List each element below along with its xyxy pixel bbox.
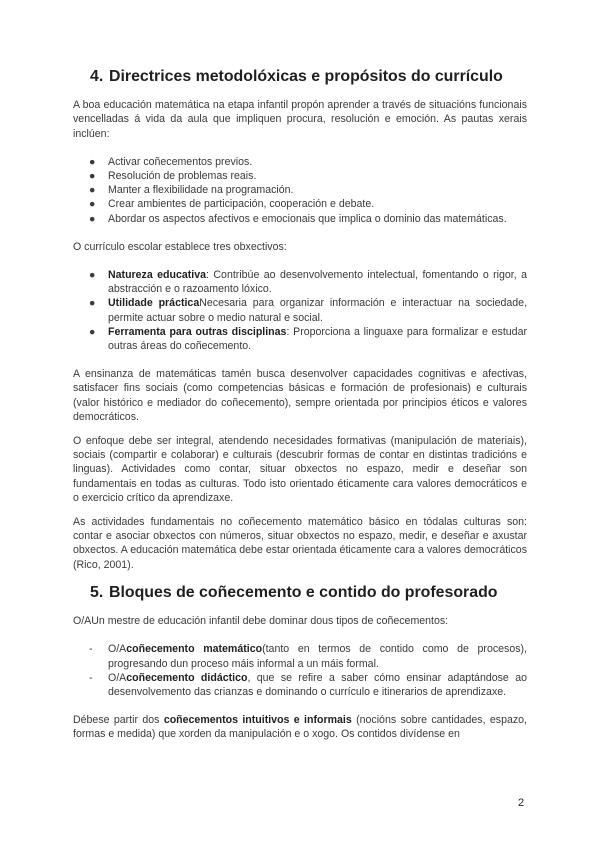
closing-paragraph: Débese partir dos coñecementos intuitivos e informais (nocións sobre cantidades, espazo, formas e medida) que xorden da manipulación e o xogo. Os contidos divídense en [73,714,528,741]
bullet-icon: ● [89,269,96,282]
guidelines-list [73,155,527,226]
list-item: ● Natureza educativa: Contribúe ao desenvolvemento intelectual, fomentando o rigor, a abstracción e o razoamento lóxico. [89,269,528,296]
bullet-icon: ● [89,170,96,183]
list-item: ● Activar coñecementos previos. [89,155,253,168]
list-item: - O/Acoñecemento didáctico, que se refire a saber cómo ensinar adaptándose ao desenvolvemento das crianzas e dominando o currículo e itinerarios de aprendizaxe. [89,671,527,698]
paragraph: A ensinanza de matemáticas tamén busca desenvolver capacidades cognitivas e afectivas, satisfacer fins sociais (como competencias básicas e formación de profesionais) e culturais (valor histórico e mediador do coñecemento), sempre orientada por principios éticos e valores democráticos. [73,368,527,423]
section-4-heading [73,70,527,84]
bold-term: coñecementos intuitivos e informais [163,714,352,727]
list-item: ● Resolución de problemas reais. [89,170,257,183]
bullet-icon: ● [89,155,96,168]
paragraph: O enfoque debe ser integral, atendendo necesidades formativas (manipulación de materiais), sociais (compartir e colaborar) e culturais (descubrir formas de contar en distintas tradicións e linguas). Actividades como contar, situar obxectos no espazo, medir e deseñar son fundamentais en todas as culturas. Todo isto orientado éticamente cara valores democráticos e o exercicio crítico da aprendizaxe. [73,435,527,504]
objectives-list [73,268,527,353]
list-item: ● Utilidade prácticaNecesaria para organizar información e interactuar na sociedade, permite actuar sobre o medio natural e social. [89,297,528,324]
list-item: - O/Acoñecemento matemático(tanto en termos de contido como de procesos), progresando dun proceso máis informal a un máis formal. [89,643,527,670]
section-number: 4. [90,68,104,85]
knowledge-term: coñecemento matemático [126,643,263,656]
intro-paragraph: O/AUn mestre de educación infantil debe dominar dous tipos de coñecementos: [73,615,449,628]
bullet-icon: ● [89,325,96,338]
intro-paragraph: A boa educación matemática na etapa infantil propón aprender a través de situacións funcionais vencelladas á vida da aula que impliquen procura, resolución e emoción. As pautas xerais inclúen: [73,99,527,140]
objectives-intro: O currículo escolar establece tres obxectivos: [73,240,287,253]
bullet-icon: ● [89,198,96,211]
knowledge-list [73,642,527,699]
page-number: 2 [518,797,525,809]
bullet-icon: ● [89,212,96,225]
list-item: ● Crear ambientes de participación, cooperación e debate. [89,198,375,211]
bullet-icon: ● [89,297,96,310]
list-item: ● Ferramenta para outras disciplinas: Proporciona a linguaxe para formalizar e estudar outras áreas do coñecemento. [89,325,527,353]
page-content [73,70,527,742]
paragraph: As actividades fundamentais no coñecemento matemático básico en tódalas culturas son: contar e asociar obxectos con números, situar obxectos no espazo, medir, e deseñar e axustar obxectos. A educación matemática debe estar orientada éticamente cara a valores democráticos (Rico, 2001). [73,516,527,571]
knowledge-term: coñecemento didáctico [126,671,248,684]
dash-marker: - [89,671,93,684]
list-item: ● Manter a flexibilidade na programación. [89,184,294,197]
objective-term: Ferramenta para outras disciplinas [108,325,287,338]
section-5-heading [73,583,527,601]
objective-term: Natureza educativa [108,269,207,282]
section-number: 5. [90,583,104,601]
objective-term: Utilidade práctica [108,297,200,310]
section-title: Bloques de coñecemento e contido do profesorado [109,583,498,601]
bullet-icon: ● [89,184,96,197]
list-item: ● Abordar os aspectos afectivos e emocionais que implica o dominio das matemáticas. [89,212,507,225]
dash-marker: - [89,643,93,656]
section-title: Directrices metodolóxicas e propósitos do currículo [109,68,503,85]
